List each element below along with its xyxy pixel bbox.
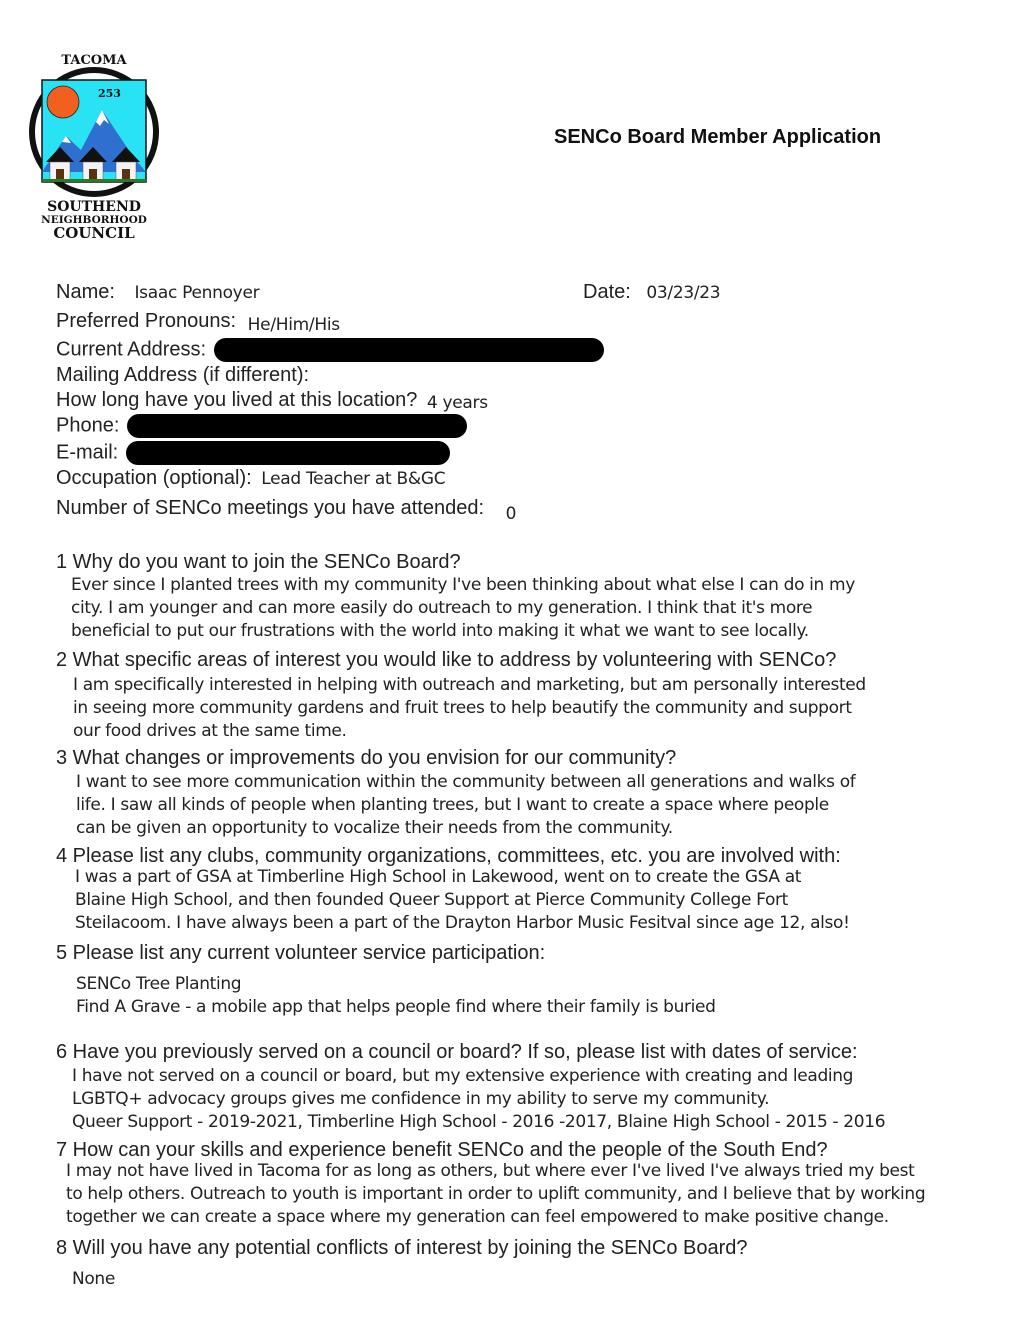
svg-text:253: 253	[98, 87, 121, 100]
answer-2	[73, 674, 866, 743]
occupation-label: Occupation (optional):	[56, 467, 252, 489]
answer-line: Ever since I planted trees with my community I've been thinking about what else I can do in my	[71, 575, 855, 595]
phone-label: Phone:	[56, 414, 120, 437]
answer-7	[66, 1160, 925, 1229]
meetings-attended-label: Number of SENCo meetings you have attended:	[56, 497, 485, 519]
mailing-address-label: Mailing Address (if different):	[56, 364, 310, 386]
time-at-location-row	[56, 389, 488, 412]
email-redaction	[126, 441, 450, 465]
email-row	[56, 441, 450, 465]
answer-line: Find A Grave - a mobile app that helps people find where their family is buried	[76, 997, 716, 1017]
answer-5	[76, 973, 716, 1019]
answer-line: Blaine High School, and then founded Queer Support at Pierce Community College Fort	[75, 890, 788, 910]
answer-line: beneficial to put our frustrations with the world into making it what we want to see locally.	[71, 621, 809, 641]
svg-text:TACOMA: TACOMA	[61, 53, 127, 68]
answer-line: I may not have lived in Tacoma for as long as others, but where ever I've lived I've always tried my best	[66, 1161, 915, 1181]
date-value: 03/23/23	[646, 283, 721, 303]
current-address-redaction	[214, 338, 604, 362]
answer-1	[71, 574, 855, 643]
page-title: SENCo Board Member Application	[554, 126, 882, 148]
answer-line: I was a part of GSA at Timberline High School in Lakewood, went on to create the GSA at	[75, 867, 802, 887]
answer-line: together we can create a space where my generation can feel empowered to make positive change.	[66, 1207, 889, 1227]
senco-logo	[26, 50, 162, 240]
current-address-label: Current Address:	[56, 338, 207, 361]
svg-text:SOUTHEND: SOUTHEND	[47, 199, 141, 215]
name-value: Isaac Pennoyer	[134, 283, 260, 303]
question-2: 2 What specific areas of interest you would like to address by volunteering with SENCo?	[56, 649, 837, 671]
question-8: 8 Will you have any potential conflicts of interest by joining the SENCo Board?	[56, 1237, 748, 1259]
answer-line: I have not served on a council or board, but my extensive experience with creating and leading	[72, 1066, 854, 1086]
answer-line: I am specifically interested in helping with outreach and marketing, but am personally interested	[73, 675, 866, 695]
answer-line: LGBTQ+ advocacy groups gives me confidence in my ability to serve my community.	[72, 1089, 770, 1109]
email-label: E-mail:	[56, 441, 119, 464]
date-row	[583, 281, 720, 304]
phone-row	[56, 414, 467, 438]
answer-line: I want to see more communication within the community between all generations and walks of	[76, 772, 856, 792]
svg-text:COUNCIL: COUNCIL	[53, 224, 135, 240]
question-6: 6 Have you previously served on a council or board? If so, please list with dates of service:	[56, 1041, 858, 1063]
question-4: 4 Please list any clubs, community organizations, committees, etc. you are involved with:	[56, 845, 841, 867]
time-at-location-value: 4 years	[426, 393, 488, 413]
answer-line: Queer Support - 2019-2021, Timberline High School - 2016 -2017, Blaine High School - 2015 - 2016	[72, 1112, 886, 1132]
answer-line: SENCo Tree Planting	[76, 974, 242, 994]
current-address-row	[56, 338, 604, 362]
question-1: 1 Why do you want to join the SENCo Board?	[56, 551, 461, 573]
answer-3	[76, 771, 855, 840]
answer-line: None	[72, 1269, 115, 1289]
answer-6	[72, 1065, 885, 1134]
answer-line: in seeing more community gardens and fruit trees to help beautify the community and support	[73, 698, 852, 718]
pronouns-label: Preferred Pronouns:	[56, 310, 237, 332]
pronouns-value: He/Him/His	[247, 315, 340, 335]
name-label: Name:	[56, 281, 115, 303]
question-5: 5 Please list any current volunteer service participation:	[56, 942, 546, 964]
meetings-attended-value: 0	[505, 504, 517, 524]
phone-redaction	[127, 414, 467, 438]
question-3: 3 What changes or improvements do you envision for our community?	[56, 747, 677, 769]
answer-line: city. I am younger and can more easily do outreach to my generation. I think that it's more	[71, 598, 813, 618]
date-label: Date:	[583, 281, 631, 303]
question-7: 7 How can your skills and experience benefit SENCo and the people of the South End?	[56, 1139, 828, 1161]
answer-line: our food drives at the same time.	[73, 721, 347, 741]
answer-line: to help others. Outreach to youth is important in order to uplift community, and I believe that by working	[66, 1184, 926, 1204]
mailing-address-row	[56, 364, 309, 387]
meetings-attended-row	[56, 497, 517, 524]
answer-line: can be given an opportunity to vocalize their needs from the community.	[76, 818, 673, 838]
answer-8	[72, 1268, 115, 1291]
occupation-value: Lead Teacher at B&GC	[261, 469, 446, 489]
time-at-location-label: How long have you lived at this location?	[56, 389, 418, 411]
answer-4	[75, 866, 850, 935]
occupation-row	[56, 467, 445, 490]
pronouns-row	[56, 310, 340, 333]
answer-line: life. I saw all kinds of people when planting trees, but I want to create a space where people	[76, 795, 829, 815]
svg-text:NEIGHBORHOOD: NEIGHBORHOOD	[41, 214, 147, 226]
answer-line: Steilacoom. I have always been a part of the Drayton Harbor Music Fesitval since age 12, also!	[75, 913, 850, 933]
name-row	[56, 281, 259, 304]
